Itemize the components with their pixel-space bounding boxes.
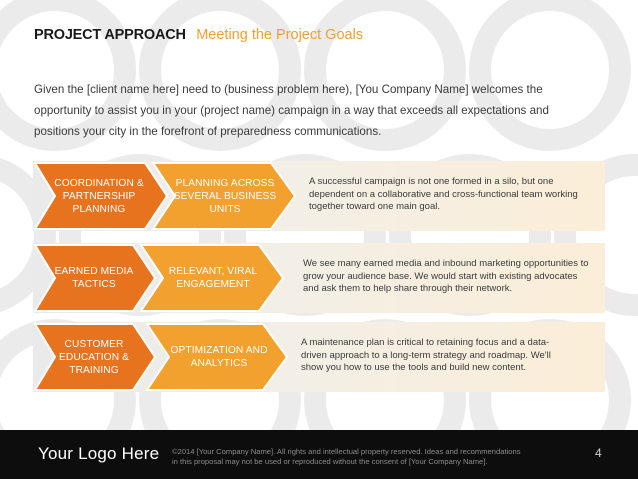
page-title: PROJECT APPROACH — [34, 27, 186, 43]
row-1-mid-label: PLANNING ACROSS SEVERAL BUSINESS UNITS — [173, 177, 277, 215]
approach-row-1 — [33, 161, 605, 231]
page-header — [34, 26, 363, 44]
company-logo-text: Your Logo Here — [38, 444, 160, 463]
footer-bar — [0, 430, 638, 479]
row-2-left-label: EARNED MEDIA TACTICS — [54, 266, 134, 290]
approach-row-3 — [33, 322, 605, 392]
row-3-mid-label: OPTIMIZATION AND ANALYTICS — [170, 345, 268, 369]
row-3-description: A maintenance plan is critical to retaining focus and a data-driven approach to a long-term strategy and roadmap. We'll show you how to use the tools and build new content. — [301, 337, 551, 373]
approach-row-2 — [33, 243, 605, 313]
page-number: 4 — [595, 446, 602, 460]
page-subtitle: Meeting the Project Goals — [196, 27, 364, 43]
row-2-mid-label: RELEVANT, VIRAL ENGAGEMENT — [168, 266, 258, 290]
row-2-description: We see many earned media and inbound marketing opportunities to grow your audience base. We would start with existing advocates and ask them to help share through their network. — [303, 258, 589, 294]
copyright-notice: ©2014 [Your Company Name]. All rights and intellectual property reserved. Ideas and recommendations in this proposal may not be used or reproduced without the consent of [Your Company Name]. — [172, 447, 521, 466]
row-1-left-label: COORDINATION & PARTNERSHIP PLANNING — [54, 177, 144, 215]
row-1-description: A successful campaign is not one formed in a silo, but one dependent on a collaborative and cross-functional team working together toward one main goal. — [309, 176, 578, 212]
intro-paragraph: Given the [client name here] need to (business problem here), [You Company Name] welcomes the opportunity to assist you in your (project name) campaign in a way that exceeds all expectations and positions your city in the forefront of preparedness communications. — [34, 83, 549, 138]
row-3-left-label: CUSTOMER EDUCATION & TRAINING — [59, 338, 129, 376]
